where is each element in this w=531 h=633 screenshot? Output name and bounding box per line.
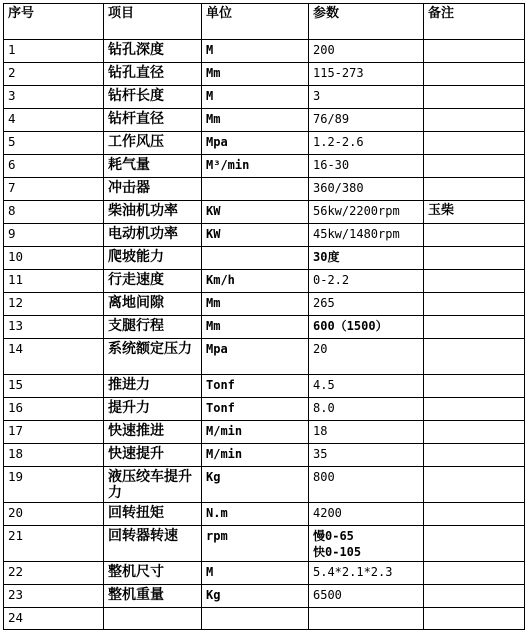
item-cell: 液压绞车提升力 <box>104 467 202 503</box>
item-cell: 钻孔直径 <box>104 63 202 86</box>
item-cell: 行走速度 <box>104 270 202 293</box>
parameter-cell: 76/89 <box>309 109 424 132</box>
table-row <box>4 109 525 132</box>
unit-cell: M <box>202 40 309 63</box>
remark-cell <box>424 224 525 247</box>
table-row <box>4 339 525 375</box>
index-cell: 16 <box>4 398 104 421</box>
item-cell: 柴油机功率 <box>104 201 202 224</box>
remark-cell <box>424 155 525 178</box>
parameter-cell: 200 <box>309 40 424 63</box>
table-row <box>4 224 525 247</box>
item-cell: 工作风压 <box>104 132 202 155</box>
item-cell: 钻杆直径 <box>104 109 202 132</box>
index-cell: 10 <box>4 247 104 270</box>
unit-cell: Kg <box>202 467 309 503</box>
table-row <box>4 421 525 444</box>
remark-cell <box>424 63 525 86</box>
index-cell: 6 <box>4 155 104 178</box>
unit-cell: M³/min <box>202 155 309 178</box>
parameter-cell: 4200 <box>309 503 424 526</box>
remark-cell <box>424 503 525 526</box>
index-cell: 21 <box>4 526 104 562</box>
index-cell: 17 <box>4 421 104 444</box>
remark-cell <box>424 132 525 155</box>
item-cell: 快速提升 <box>104 444 202 467</box>
parameter-cell: 8.0 <box>309 398 424 421</box>
parameter-cell: 45kw/1480rpm <box>309 224 424 247</box>
unit-cell: N.m <box>202 503 309 526</box>
table-row <box>4 178 525 201</box>
unit-cell: Tonf <box>202 375 309 398</box>
remark-cell <box>424 247 525 270</box>
item-cell: 系统额定压力 <box>104 339 202 375</box>
unit-cell: KW <box>202 201 309 224</box>
index-cell: 18 <box>4 444 104 467</box>
unit-cell: Kg <box>202 585 309 608</box>
unit-cell: Mm <box>202 109 309 132</box>
unit-cell: rpm <box>202 526 309 562</box>
spec-table-body <box>4 4 525 630</box>
index-cell: 24 <box>4 608 104 630</box>
remark-cell <box>424 178 525 201</box>
item-cell: 回转扭矩 <box>104 503 202 526</box>
table-row <box>4 247 525 270</box>
unit-cell: Mm <box>202 293 309 316</box>
table-row <box>4 201 525 224</box>
item-cell: 电动机功率 <box>104 224 202 247</box>
remark-cell: 玉柴 <box>424 201 525 224</box>
index-cell: 8 <box>4 201 104 224</box>
unit-cell: Mpa <box>202 339 309 375</box>
parameter-cell: 6500 <box>309 585 424 608</box>
index-cell: 13 <box>4 316 104 339</box>
parameter-cell: 3 <box>309 86 424 109</box>
header-row <box>4 4 525 40</box>
parameter-cell: 600（1500） <box>309 316 424 339</box>
index-cell: 5 <box>4 132 104 155</box>
remark-cell <box>424 585 525 608</box>
item-cell: 冲击器 <box>104 178 202 201</box>
remark-cell <box>424 316 525 339</box>
remark-cell <box>424 40 525 63</box>
parameter-cell <box>309 608 424 630</box>
unit-cell: Mm <box>202 63 309 86</box>
remark-cell <box>424 608 525 630</box>
table-row <box>4 63 525 86</box>
remark-cell <box>424 86 525 109</box>
index-cell: 3 <box>4 86 104 109</box>
table-row <box>4 562 525 585</box>
unit-cell: Tonf <box>202 398 309 421</box>
table-row <box>4 608 525 630</box>
parameter-cell: 0-2.2 <box>309 270 424 293</box>
unit-cell: Km/h <box>202 270 309 293</box>
item-cell: 支腿行程 <box>104 316 202 339</box>
item-cell: 钻杆长度 <box>104 86 202 109</box>
unit-cell: Mpa <box>202 132 309 155</box>
remark-cell <box>424 293 525 316</box>
parameter-cell: 115-273 <box>309 63 424 86</box>
index-cell: 1 <box>4 40 104 63</box>
index-cell: 19 <box>4 467 104 503</box>
header-cell-unit: 单位 <box>202 4 309 40</box>
item-cell: 快速推进 <box>104 421 202 444</box>
index-cell: 14 <box>4 339 104 375</box>
remark-cell <box>424 339 525 375</box>
table-row <box>4 40 525 63</box>
table-row <box>4 444 525 467</box>
remark-cell <box>424 421 525 444</box>
table-row <box>4 375 525 398</box>
parameter-cell: 4.5 <box>309 375 424 398</box>
item-cell: 离地间隙 <box>104 293 202 316</box>
parameter-cell: 35 <box>309 444 424 467</box>
item-cell: 提升力 <box>104 398 202 421</box>
header-cell-item: 项目 <box>104 4 202 40</box>
index-cell: 12 <box>4 293 104 316</box>
remark-cell <box>424 398 525 421</box>
item-cell: 整机尺寸 <box>104 562 202 585</box>
index-cell: 9 <box>4 224 104 247</box>
index-cell: 7 <box>4 178 104 201</box>
unit-cell <box>202 608 309 630</box>
unit-cell <box>202 247 309 270</box>
table-row <box>4 155 525 178</box>
remark-cell <box>424 562 525 585</box>
header-cell-index: 序号 <box>4 4 104 40</box>
parameter-cell: 5.4*2.1*2.3 <box>309 562 424 585</box>
header-cell-parameter: 参数 <box>309 4 424 40</box>
index-cell: 23 <box>4 585 104 608</box>
index-cell: 20 <box>4 503 104 526</box>
unit-cell: M/min <box>202 421 309 444</box>
item-cell: 爬坡能力 <box>104 247 202 270</box>
parameter-cell: 265 <box>309 293 424 316</box>
header-cell-remark: 备注 <box>424 4 525 40</box>
parameter-cell: 18 <box>309 421 424 444</box>
parameter-cell: 16-30 <box>309 155 424 178</box>
item-cell: 整机重量 <box>104 585 202 608</box>
index-cell: 4 <box>4 109 104 132</box>
unit-cell: M <box>202 86 309 109</box>
remark-cell <box>424 467 525 503</box>
table-row <box>4 467 525 503</box>
item-cell <box>104 608 202 630</box>
parameter-cell: 360/380 <box>309 178 424 201</box>
parameter-cell: 30度 <box>309 247 424 270</box>
parameter-cell: 20 <box>309 339 424 375</box>
index-cell: 11 <box>4 270 104 293</box>
table-row <box>4 503 525 526</box>
unit-cell <box>202 178 309 201</box>
table-row <box>4 398 525 421</box>
remark-cell <box>424 375 525 398</box>
table-row <box>4 270 525 293</box>
remark-cell <box>424 526 525 562</box>
unit-cell: KW <box>202 224 309 247</box>
table-row <box>4 526 525 562</box>
parameter-cell: 800 <box>309 467 424 503</box>
remark-cell <box>424 109 525 132</box>
table-row <box>4 86 525 109</box>
table-row <box>4 132 525 155</box>
table-row <box>4 293 525 316</box>
index-cell: 2 <box>4 63 104 86</box>
unit-cell: M/min <box>202 444 309 467</box>
unit-cell: M <box>202 562 309 585</box>
unit-cell: Mm <box>202 316 309 339</box>
item-cell: 推进力 <box>104 375 202 398</box>
item-cell: 回转器转速 <box>104 526 202 562</box>
item-cell: 钻孔深度 <box>104 40 202 63</box>
parameter-cell: 1.2-2.6 <box>309 132 424 155</box>
parameter-cell: 慢0-65 快0-105 <box>309 526 424 562</box>
item-cell: 耗气量 <box>104 155 202 178</box>
table-row <box>4 316 525 339</box>
spec-table <box>3 3 525 630</box>
parameter-cell: 56kw/2200rpm <box>309 201 424 224</box>
index-cell: 22 <box>4 562 104 585</box>
remark-cell <box>424 444 525 467</box>
table-row <box>4 585 525 608</box>
index-cell: 15 <box>4 375 104 398</box>
remark-cell <box>424 270 525 293</box>
